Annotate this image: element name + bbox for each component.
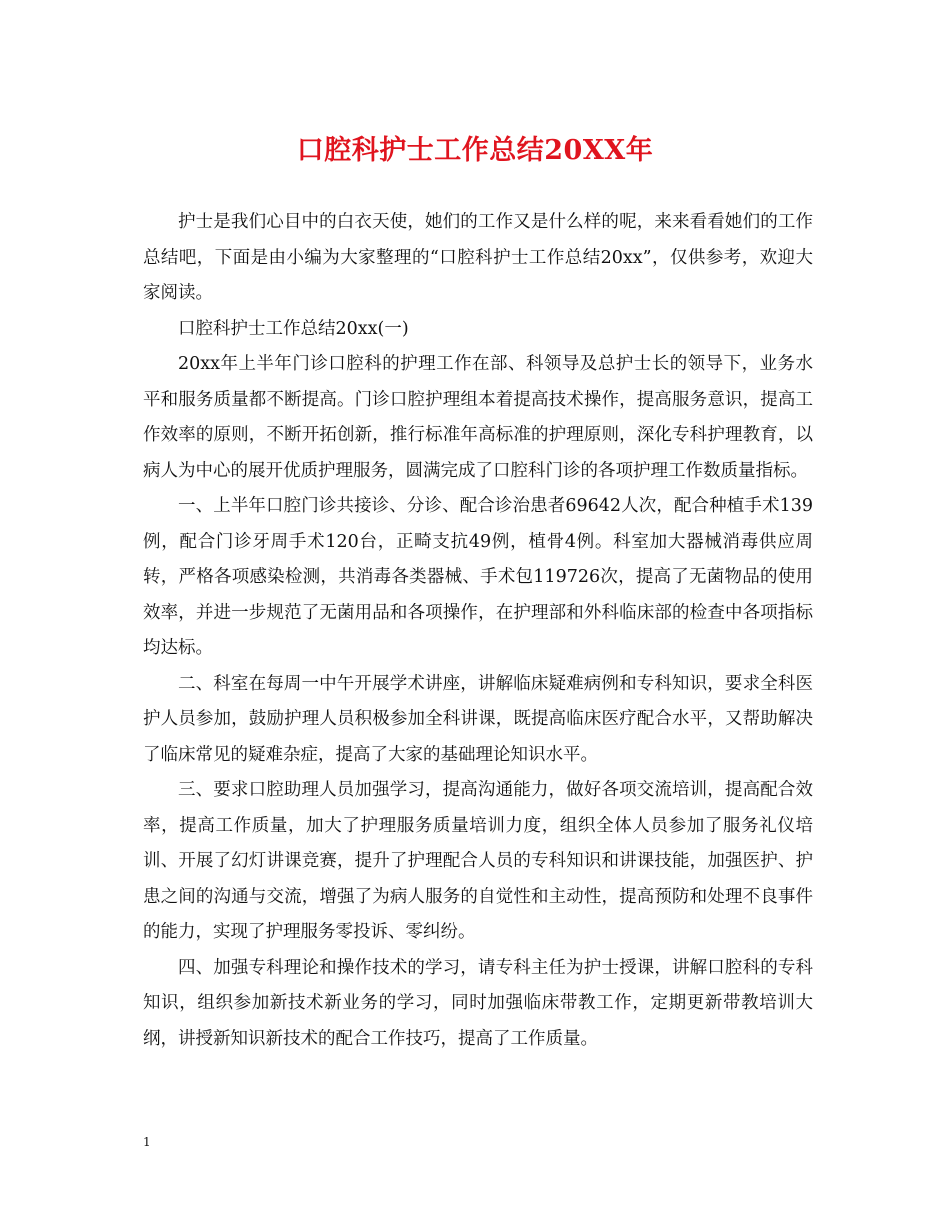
- body-paragraph: 四、加强专科理论和操作技术的学习，请专科主任为护士授课，讲解口腔科的专科知识，组织参加新技术新业务的学习，同时加强临床带教工作，定期更新带教培训大纲，讲授新知识新技术的配合工作技巧，提高了工作质量。: [143, 957, 813, 1049]
- document-title: 口腔科护士工作总结20XX年: [296, 135, 654, 166]
- body-paragraph: 一、上半年口腔门诊共接诊、分诊、配合诊治患者69642人次，配合种植手术139例，配合门诊牙周手术120台，正畸支抗49例，植骨4例。科室加大器械消毒供应周转，严格各项感染检测，共消毒各类器械、手术包119726次，提高了无菌物品的使用效率，并进一步规范了无菌用品和各项操作，在护理部和外科临床部的检查中各项指标均达标。: [143, 496, 813, 658]
- intro-paragraph: 护士是我们心目中的白衣天使，她们的工作又是什么样的呢，来来看看她们的工作总结吧，下面是由小编为大家整理的“口腔科护士工作总结20xx”，仅供参考，欢迎大家阅读。: [143, 212, 813, 303]
- page-number: 1: [143, 1135, 151, 1149]
- document-body: [143, 205, 813, 1057]
- body-paragraph: 三、要求口腔助理人员加强学习，提高沟通能力，做好各项交流培训，提高配合效率，提高工作质量，加大了护理服务质量培训力度，组织全体人员参加了服务礼仪培训、开展了幻灯讲课竞赛，提升了护理配合人员的专科知识和讲课技能，加强医护、护患之间的沟通与交流，增强了为病人服务的自觉性和主动性，提高预防和处理不良事件的能力，实现了护理服务零投诉、零纠纷。: [143, 780, 813, 942]
- section-heading: 口腔科护士工作总结20xx(一): [178, 318, 409, 339]
- body-paragraph: 二、科室在每周一中午开展学术讲座，讲解临床疑难病例和专科知识，要求全科医护人员参加，鼓励护理人员积极参加全科讲课，既提高临床医疗配合水平，又帮助解决了临床常见的疑难杂症，提高了大家的基础理论知识水平。: [143, 673, 813, 765]
- body-paragraph: 20xx年上半年门诊口腔科的护理工作在部、科领导及总护士长的领导下，业务水平和服务质量都不断提高。门诊口腔护理组本着提高技术操作，提高服务意识，提高工作效率的原则，不断开拓创新，推行标准年高标准的护理原则，深化专科护理教育，以病人为中心的展开优质护理服务，圆满完成了口腔科门诊的各项护理工作数质量指标。: [143, 354, 813, 481]
